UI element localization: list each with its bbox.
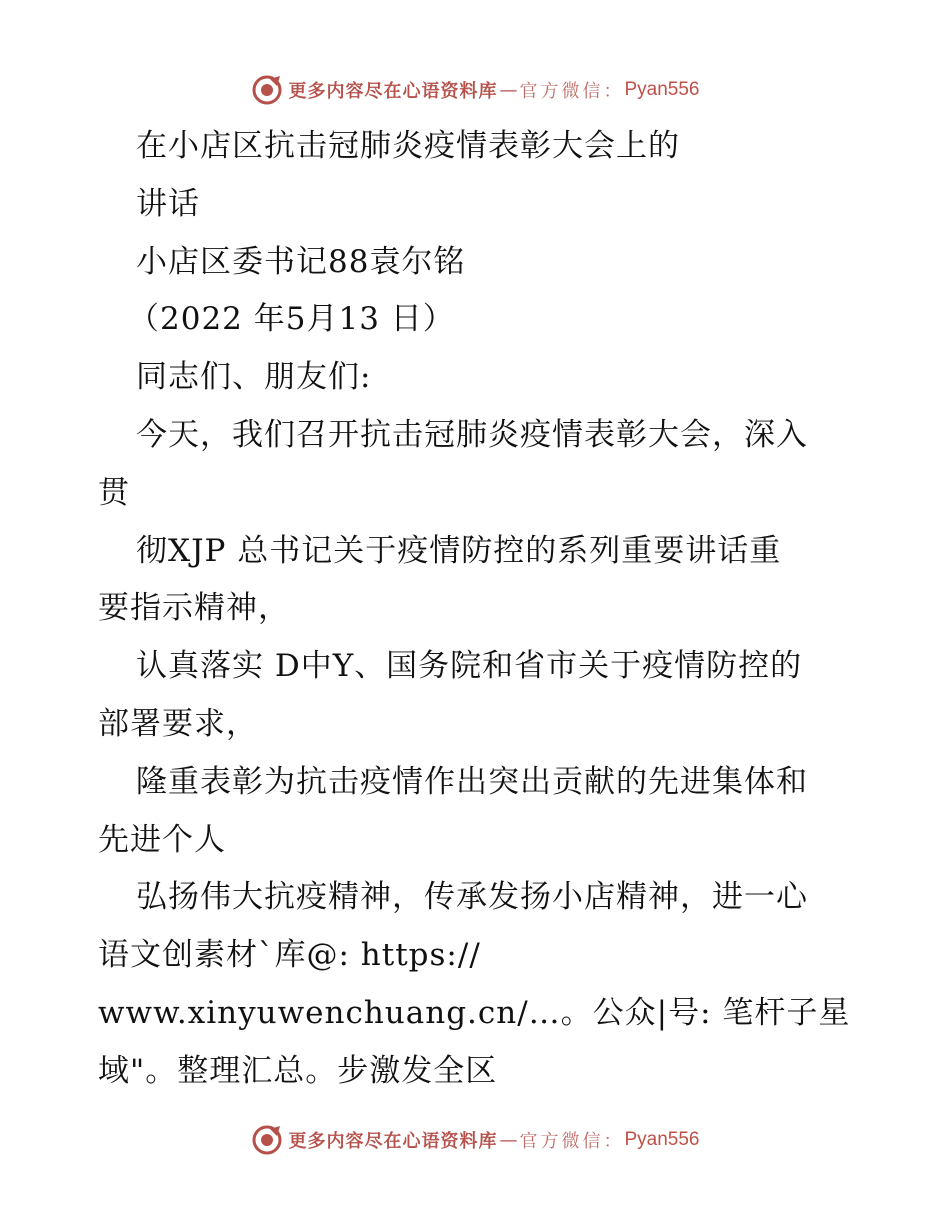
- footer-dash: —: [499, 1129, 518, 1151]
- footer-wechat-label: 官方微信：: [519, 1131, 625, 1152]
- pen-logo-icon: [250, 1123, 284, 1157]
- doc-text-line: 部署要求，: [98, 705, 258, 742]
- doc-text-line: 今天，我们召开抗击冠肺炎疫情表彰大会，深入: [136, 416, 808, 453]
- doc-text-line: 认真落实 D中Y、国务院和省市关于疫情防控的: [136, 648, 803, 685]
- header-wechat-label: 官方微信：: [519, 81, 625, 102]
- doc-text-line: 要指示精神，: [98, 590, 290, 627]
- doc-text-line: 先进个人: [98, 821, 226, 858]
- doc-text-line: 弘扬伟大抗疫精神，传承发扬小店精神，进一心: [136, 879, 808, 916]
- header-wechat-handle: Pyan556: [624, 79, 700, 100]
- pen-logo-icon: [250, 73, 284, 107]
- doc-text-line: www.xinyuwenchuang.cn/…。公众|号: 笔杆子星: [98, 994, 851, 1031]
- footer-wechat-handle: Pyan556: [624, 1129, 700, 1150]
- doc-text-line: 贯: [98, 474, 130, 511]
- doc-text-line: 彻XJP 总书记关于疫情防控的系列重要讲话重: [136, 532, 782, 569]
- footer-site-text: 更多内容尽在心语资料库: [288, 1131, 498, 1152]
- doc-author-line: 小店区委书记88袁尔铭: [136, 243, 466, 280]
- doc-text-line: 域"。整理汇总。步激发全区: [98, 1052, 498, 1089]
- doc-text-line: 隆重表彰为抗击疫情作出突出贡献的先进集体和: [136, 763, 808, 800]
- doc-salutation-line: 同志们、朋友们:: [136, 359, 372, 396]
- header-dash: —: [499, 79, 518, 101]
- doc-title-line-1: 在小店区抗击冠肺炎疫情表彰大会上的: [136, 128, 680, 164]
- header-site-text: 更多内容尽在心语资料库: [288, 81, 498, 102]
- document-body: [98, 118, 868, 1101]
- doc-date-line: （2022 年5月13 日）: [128, 301, 455, 338]
- header-watermark: [0, 70, 950, 110]
- doc-text-line: 语文创素材`库@: https://: [98, 937, 481, 974]
- footer-watermark: [0, 1120, 950, 1160]
- doc-title-line-2: 讲话: [136, 185, 200, 222]
